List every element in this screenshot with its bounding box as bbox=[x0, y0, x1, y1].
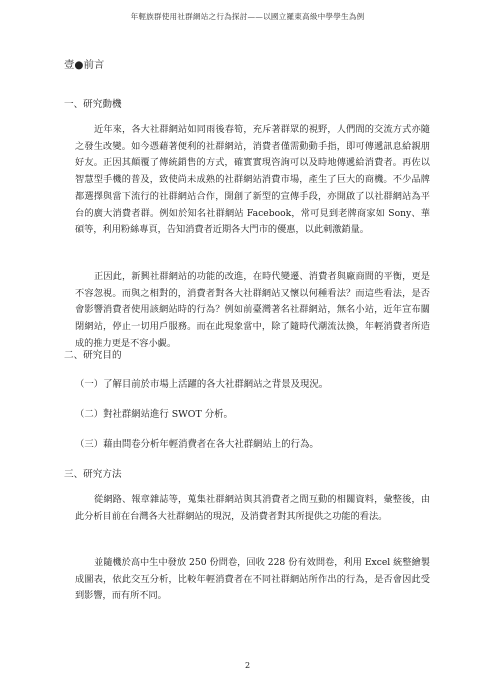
method-paragraph-1: 從網路、報章雜誌等，蒐集社群網站與其消費者之間互動的相關資料，彙整後，由此分析目前在台灣各大社群網站的現況，及消費者對其所提供之功能的看法。 bbox=[75, 494, 430, 522]
method-paragraph-2: 並隨機於高中生中發放 250 份問卷，回收 228 份有效問卷，利用 Excel 統整繪製成圖表，依此交互分析，比較年輕消費者在不同社群網站所作出的行為，是否會因此受到影響，而有所不同。 bbox=[75, 557, 430, 602]
page-number: 2 bbox=[244, 661, 251, 670]
purpose-item-2: （二）對社群網站進行 SWOT 分析。 bbox=[75, 409, 233, 420]
purpose-item-1: （一）了解目前於市場上活躍的各大社群網站之背景及現況。 bbox=[75, 379, 329, 390]
purpose-item-3: （三）藉由問卷分析年輕消費者在各大社群網站上的行為。 bbox=[75, 439, 319, 450]
motivation-heading: 一、研究動機 bbox=[64, 99, 122, 110]
running-header: 年輕族群使用社群網站之行為探討——以國立羅東高級中學學生為例 bbox=[130, 12, 365, 21]
section-title: 壹●前言 bbox=[64, 59, 105, 71]
purpose-heading: 二、研究目的 bbox=[64, 350, 122, 361]
motivation-paragraph-2: 正因此，新興社群網站的功能的改進，在時代變遷、消費者與廠商間的平衡，更是不容忽視。而與之相對的，消費者對各大社群網站又懷以何種看法？而這些看法，是否會影響消費者使用該網站時的行為？例如前臺灣著名社群網站，無名小站，近年宣布關閉網站，停止一切用戶服務。而在此現象當中，除了隨時代潮流汰換，年輕消費者所造成的推力更是不容小覷。 bbox=[75, 271, 430, 349]
method-heading: 三、研究方法 bbox=[64, 469, 122, 480]
motivation-paragraph-1: 近年來，各大社群網站如同雨後春筍，充斥著群眾的視野，人們間的交流方式亦隨之發生改變。如今憑藉著便利的社群網站，消費者僅需動動手指，即可傳遞訊息給親朋好友。正因其顛覆了傳統銷售的方式，確實實現咨詢可以及時地傳遞給消費者。再佐以智慧型手機的普及，致使尚未成熟的社群網站消費市場，產生了巨大的商機。不少品牌都選擇與當下流行的社群網站合作，開創了新型的宣傳手段，亦開啟了以社群網站為平台的廣大消費者群。例如於知名社群網站 Facebook，常可見到老牌商家如 Sony、華碩等，利用粉絲專頁，告知消費者近期各大門市的優惠，以此刺激銷量。 bbox=[75, 124, 430, 236]
